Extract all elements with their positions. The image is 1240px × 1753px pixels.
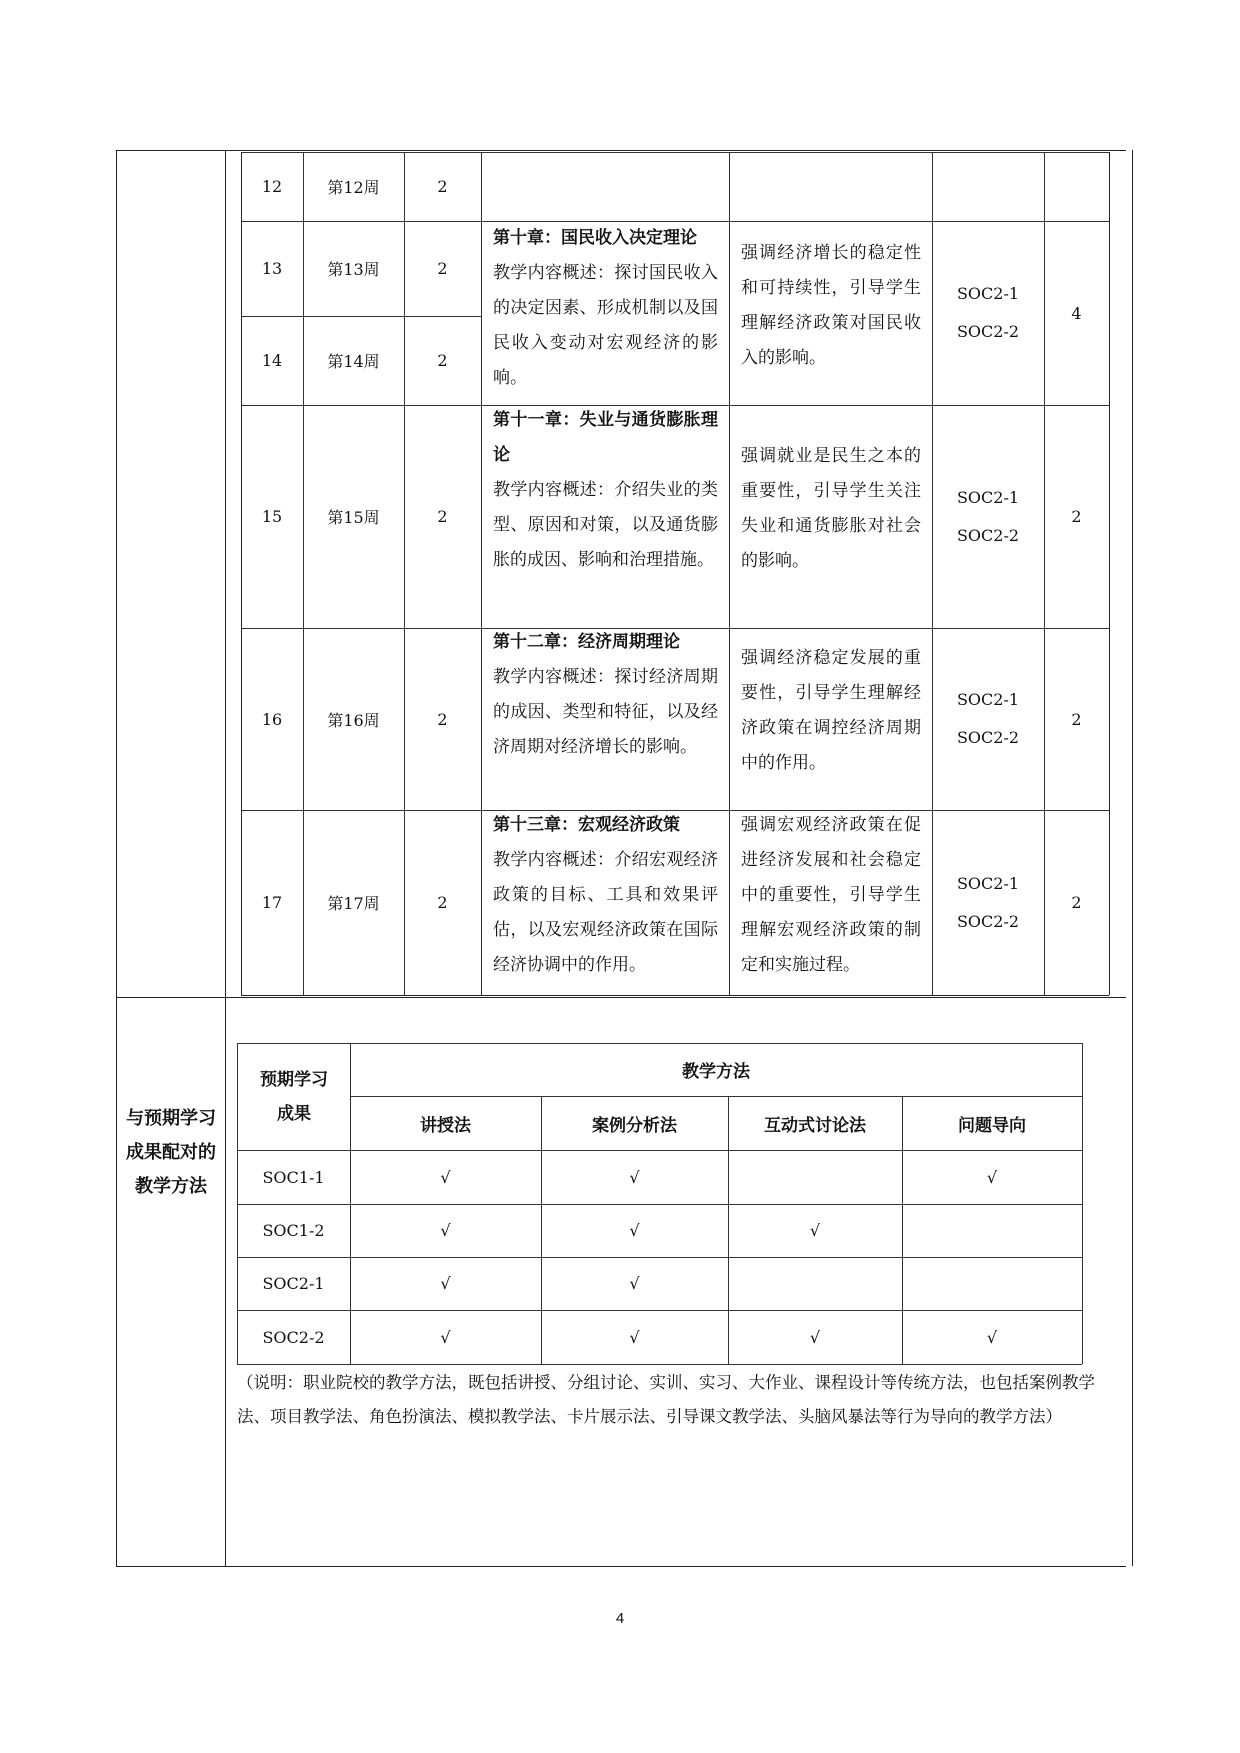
sched-col-line (729, 152, 730, 995)
row-week: 第16周 (327, 710, 380, 730)
check-mark (728, 1150, 902, 1204)
chapter-content (493, 808, 718, 983)
group-hours: 2 (1071, 709, 1082, 729)
header-methods: 教学方法 (682, 1062, 750, 1082)
row-seq: 14 (261, 351, 283, 370)
sched-row-line (241, 995, 1109, 996)
chapter-summary: 教学内容概述：探讨国民收入的决定因素、形成机制以及国民收入变动对宏观经济的影响。 (493, 263, 718, 388)
check-mark: √ (440, 1327, 451, 1347)
outer-mid-border (116, 997, 1126, 998)
check-mark: √ (629, 1274, 640, 1293)
ideology-text: 强调经济增长的稳定性和可持续性，引导学生理解经济政策对国民收入的影响。 (741, 243, 921, 368)
soc-list (932, 405, 1044, 628)
group-hours: 2 (1071, 507, 1082, 526)
check-mark: √ (986, 1327, 998, 1347)
check-mark: √ (440, 1221, 451, 1240)
methods-side-label: 与预期学习成果配对的教学方法 (126, 1108, 216, 1197)
soc-list (932, 810, 1044, 995)
outer-top-border (116, 150, 1126, 151)
check-mark (902, 1257, 1082, 1310)
soc-item: SOC2-2 (956, 728, 1020, 747)
page-number: 4 (615, 1610, 625, 1627)
row-seq: 13 (261, 259, 283, 278)
ideology-text: 强调经济稳定发展的重要性，引导学生理解经济政策在调控经济周期中的作用。 (741, 648, 921, 773)
row-hours: 2 (437, 259, 448, 278)
methods-col-line (1082, 1043, 1083, 1364)
row-week: 第14周 (327, 352, 380, 371)
outcome-label: SOC2-1 (262, 1274, 325, 1293)
row-week: 第12周 (327, 178, 380, 197)
row-week: 第13周 (327, 260, 380, 279)
methods-row-line (237, 1364, 1082, 1365)
row-week: 第15周 (327, 508, 380, 527)
check-mark: √ (440, 1274, 451, 1293)
group-hours: 2 (1071, 893, 1082, 912)
check-mark: √ (629, 1327, 640, 1347)
soc-item: SOC2-2 (956, 911, 1020, 931)
soc-item: SOC2-2 (956, 322, 1020, 341)
ideology-text: 强调就业是民生之本的重要性，引导学生关注失业和通货膨胀对社会的影响。 (741, 446, 921, 571)
method-lecture: 讲授法 (420, 1115, 471, 1136)
check-mark: √ (629, 1221, 640, 1240)
chapter-title: 第十一章：失业与通货膨胀理论 (493, 410, 718, 465)
chapter-title: 第十章：国民收入决定理论 (493, 228, 697, 248)
method-problem-oriented: 问题导向 (958, 1115, 1026, 1136)
outer-left-border (116, 150, 117, 1566)
methods-note: （说明：职业院校的教学方法，既包括讲授、分组讨论、实训、实习、大作业、课程设计等传统方法，也包括案例教学法、项目教学法、角色扮演法、模拟教学法、卡片展示法、引导课文教学法、头脑风暴法等行为导向的教学方法） (237, 1373, 1095, 1426)
outer-right-border (1132, 150, 1133, 1566)
outcome-label: SOC1-2 (262, 1221, 325, 1240)
outcome-label: SOC1-1 (262, 1167, 325, 1187)
soc-item: SOC2-2 (956, 525, 1020, 545)
outer-label-divider (225, 150, 226, 1566)
chapter-summary: 教学内容概述：探讨经济周期的成因、类型和特征，以及经济周期对经济增长的影响。 (493, 667, 718, 757)
row-hours: 2 (437, 177, 448, 196)
check-mark: √ (629, 1167, 640, 1187)
row-seq: 16 (261, 709, 283, 729)
row-week: 第17周 (327, 894, 380, 913)
chapter-title: 第十二章：经济周期理论 (493, 632, 680, 652)
row-seq: 12 (261, 177, 283, 196)
check-mark (902, 1204, 1082, 1257)
group-hours: 4 (1071, 303, 1082, 323)
row-seq: 17 (261, 893, 283, 912)
check-mark: √ (809, 1327, 821, 1347)
row-hours: 2 (437, 351, 448, 370)
check-mark (728, 1257, 902, 1310)
soc-list (932, 221, 1044, 405)
chapter-content (493, 403, 718, 578)
method-discussion: 互动式讨论法 (764, 1115, 866, 1136)
ideology-text: 强调宏观经济政策在促进经济发展和社会稳定中的重要性，引导学生理解宏观经济政策的制定和实施过程。 (741, 815, 921, 975)
chapter-content (493, 221, 718, 396)
method-case-study: 案例分析法 (592, 1115, 677, 1136)
check-mark: √ (440, 1167, 451, 1187)
row-hours: 2 (437, 709, 448, 729)
check-mark: √ (809, 1221, 821, 1240)
chapter-summary: 教学内容概述：介绍宏观经济政策的目标、工具和效果评估，以及宏观经济政策在国际经济协调中的作用。 (493, 850, 718, 975)
row-seq: 15 (261, 507, 283, 526)
soc-item: SOC2-1 (956, 690, 1020, 709)
check-mark: √ (986, 1167, 998, 1187)
sched-col-line (481, 152, 482, 995)
chapter-title: 第十三章：宏观经济政策 (493, 815, 680, 835)
soc-list (932, 628, 1044, 810)
row-hours: 2 (437, 893, 448, 912)
row-hours: 2 (437, 507, 448, 526)
soc-item: SOC2-1 (956, 284, 1020, 303)
outcome-label: SOC2-2 (262, 1327, 325, 1347)
soc-item: SOC2-1 (956, 873, 1020, 893)
chapter-summary: 教学内容概述：介绍失业的类型、原因和对策，以及通货膨胀的成因、影响和治理措施。 (493, 480, 718, 570)
soc-item: SOC2-1 (956, 487, 1020, 507)
sched-col-line (1109, 152, 1110, 995)
outer-bottom-border (116, 1566, 1126, 1567)
chapter-content (493, 625, 718, 765)
header-outcome: 预期学习成果 (260, 1069, 328, 1124)
